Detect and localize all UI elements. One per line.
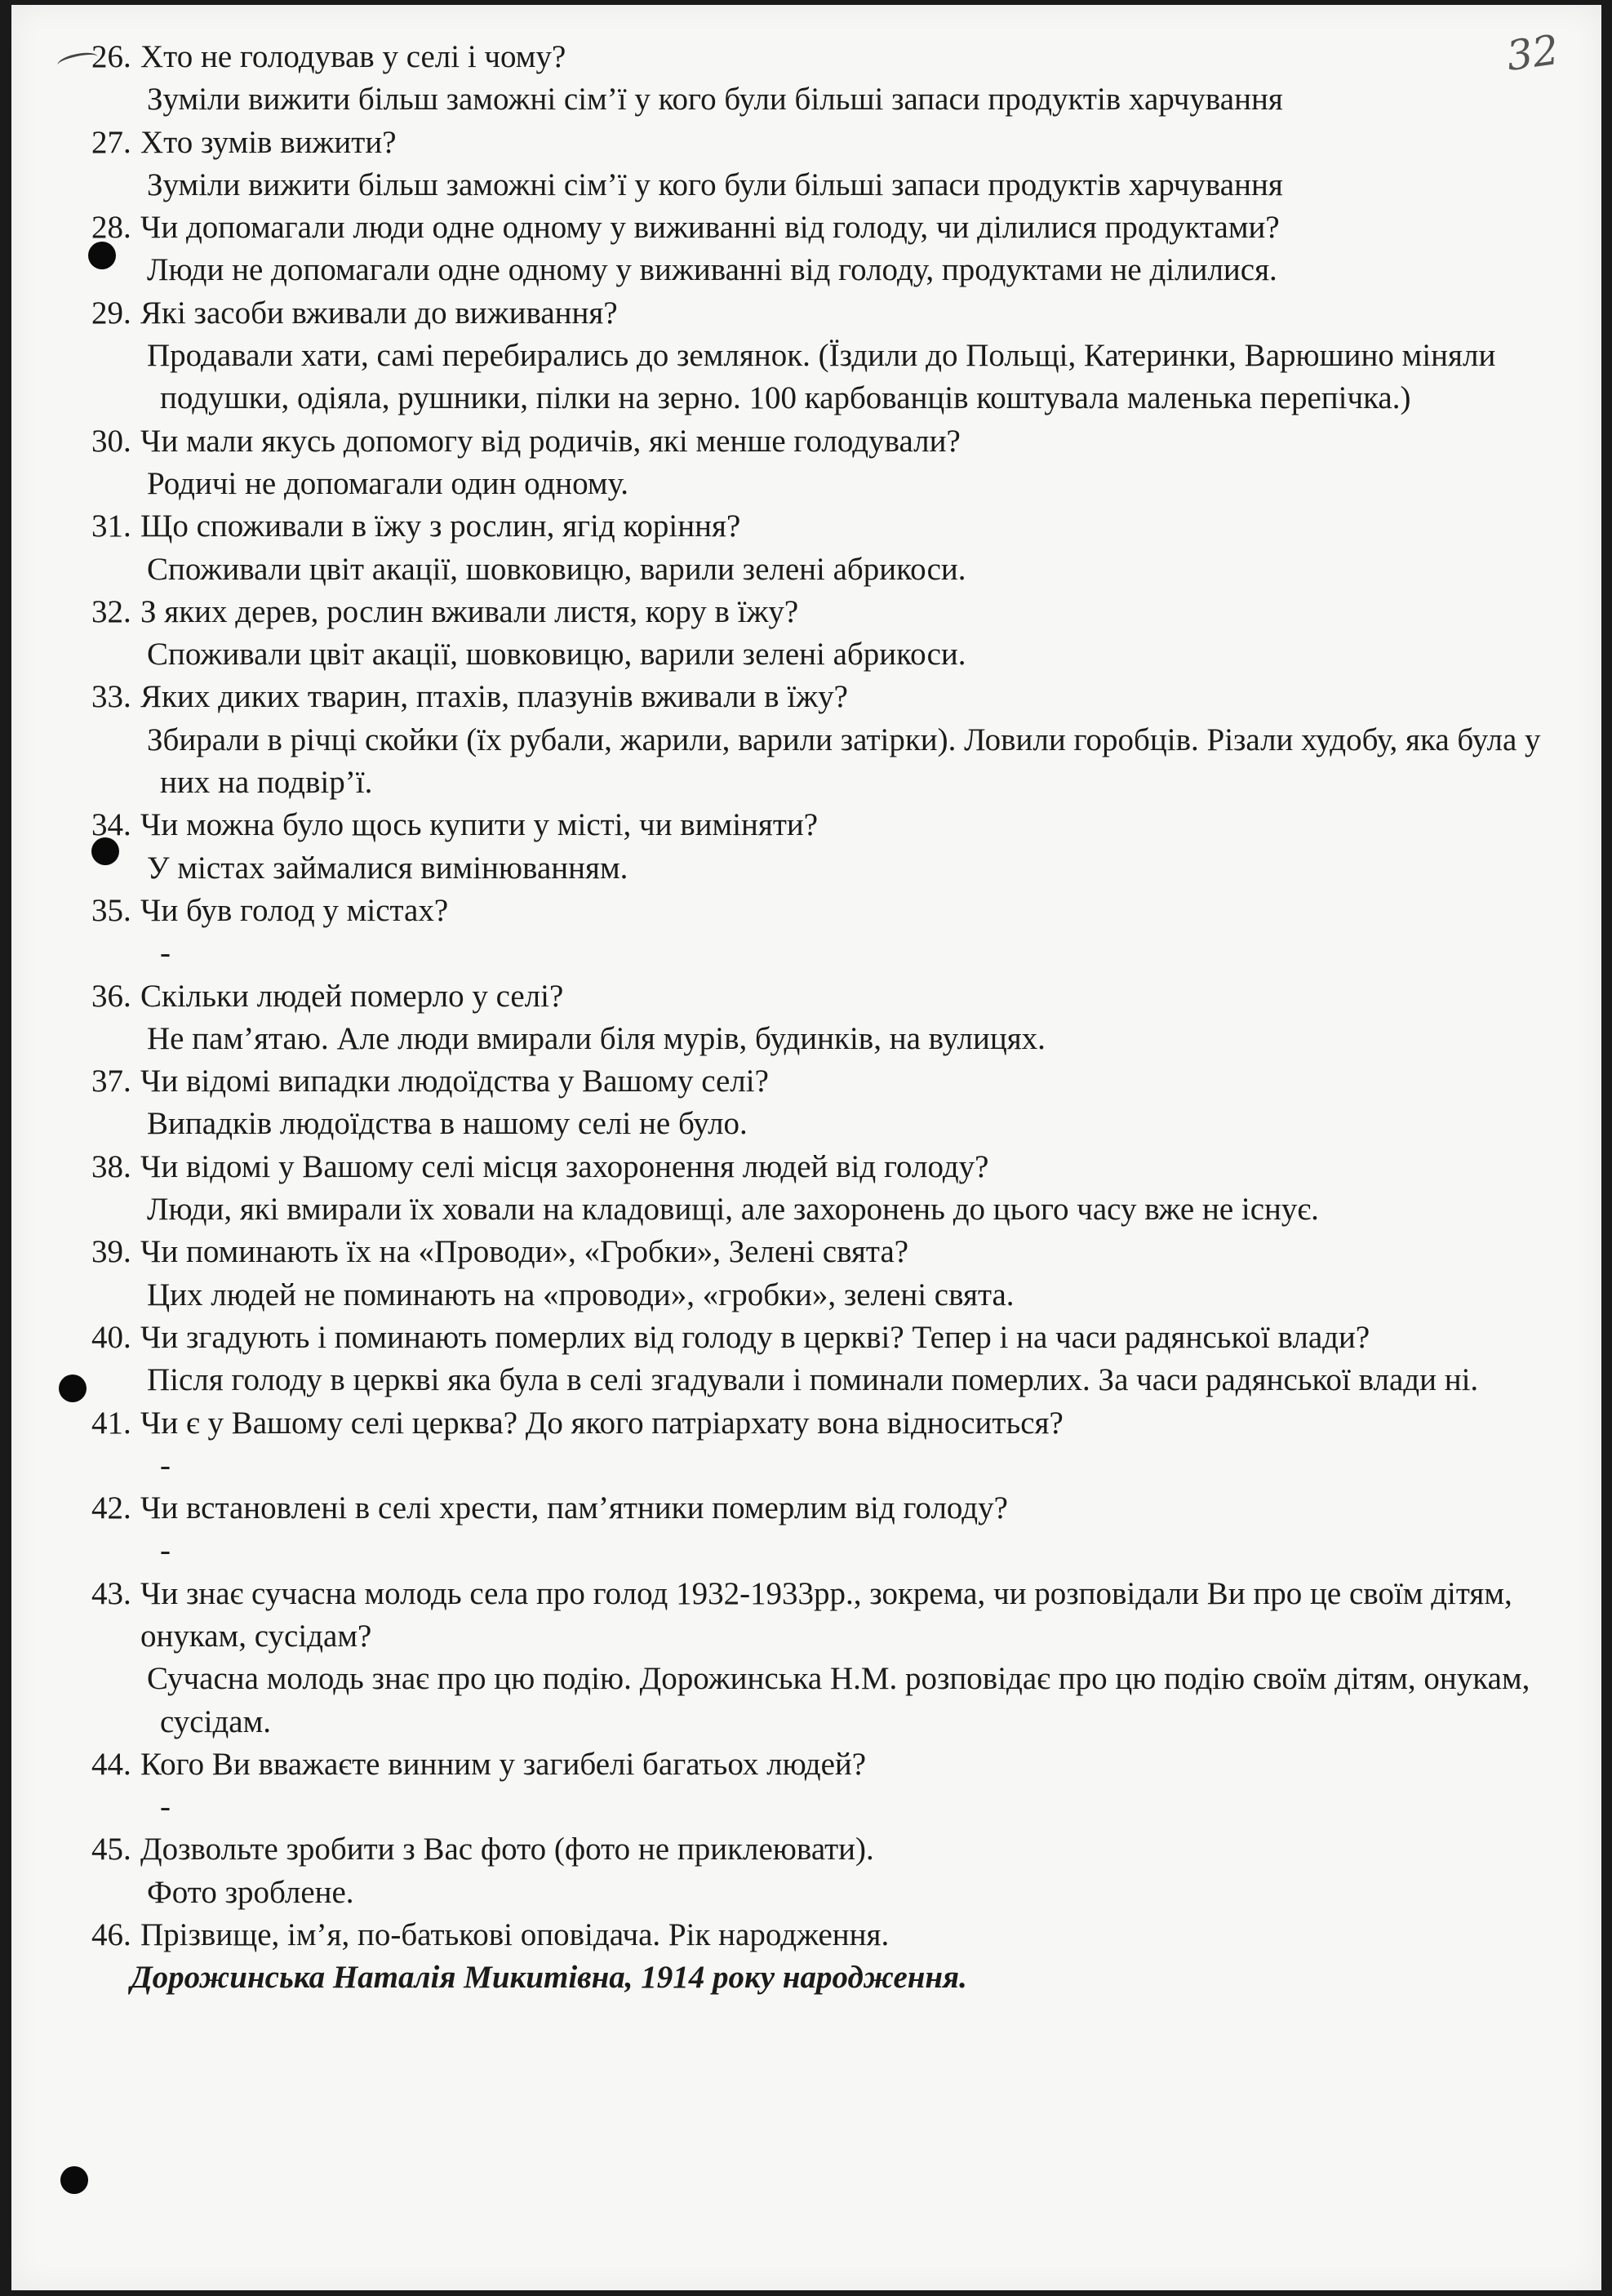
- answer-text: Люди, які вмирали їх ховали на кладовищі, але захоронень до цього часу вже не існує.: [147, 1192, 1319, 1228]
- question: [91, 1060, 1577, 1103]
- question-text: Скільки людей померло у селі?: [140, 978, 564, 1014]
- question-number: 35.: [91, 892, 131, 928]
- question-text: Чи мали якусь допомогу від родичів, які менше голодували?: [140, 423, 961, 459]
- question-number: 41.: [91, 1405, 131, 1441]
- question-number: 32.: [91, 593, 131, 629]
- question-text: Хто не голодував у селі і чому?: [140, 39, 566, 74]
- question-text: Що споживали в їжу з рослин, ягід коріння?: [140, 508, 741, 544]
- question-number: 44.: [91, 1746, 131, 1782]
- answer-text: Дорожинська Наталія Микитівна, 1914 року народження.: [131, 1960, 967, 1996]
- question: [91, 1743, 1577, 1786]
- question: [91, 420, 1577, 463]
- question-number: 31.: [91, 508, 131, 544]
- question-text: Дозвольте зробити з Вас фото (фото не приклеювати).: [140, 1832, 874, 1867]
- question-number: 26.: [91, 39, 131, 74]
- question-text: Чи знає сучасна молодь села про голод 1932-1933рр., зокрема, чи розповідали Ви про це своїм дітям, онукам, сусідам?: [140, 1575, 1512, 1654]
- question-text: Чи відомі випадки людоїдства у Вашому селі?: [140, 1064, 769, 1099]
- question-text: Чи відомі у Вашому селі місця захоронення людей від голоду?: [140, 1148, 989, 1184]
- answer-text: Не пам’ятаю. Але люди вмирали біля мурів, будинків, на вулицях.: [147, 1020, 1046, 1056]
- answer-text: Фото зроблене.: [147, 1874, 354, 1910]
- question-text: Чи згадують і поминають померлих від голоду в церкві? Тепер і на часи радянської влади?: [140, 1319, 1370, 1355]
- question-number: 40.: [91, 1319, 131, 1355]
- question: [91, 1573, 1577, 1659]
- answer-text: У містах займалися вимінюванням.: [147, 850, 628, 886]
- answer-text: Випадків людоїдства в нашому селі не було.: [147, 1106, 748, 1142]
- question: [91, 804, 1577, 846]
- question: [91, 975, 1577, 1018]
- question: [91, 1146, 1577, 1188]
- question: [91, 207, 1577, 249]
- question-text: Які засоби вживали до виживання?: [140, 295, 618, 331]
- answer-text: Споживали цвіт акації, шовковицю, варили зелені абрикоси.: [147, 637, 966, 673]
- question: [91, 122, 1577, 164]
- question-number: 45.: [91, 1832, 131, 1867]
- question: [91, 505, 1577, 548]
- answer-text: Зуміли вижити більш заможні сім’ї у кого були більші запаси продуктів харчування: [147, 82, 1283, 118]
- question-number: 43.: [91, 1575, 131, 1611]
- question-text: Чи встановлені в селі хрести, пам’ятники померлим від голоду?: [140, 1490, 1008, 1526]
- question-number: 33.: [91, 679, 131, 715]
- question-number: 30.: [91, 423, 131, 459]
- question-number: 46.: [91, 1917, 131, 1953]
- question-text: Кого Ви вважаєте винним у загибелі багатьох людей?: [140, 1746, 867, 1782]
- question-number: 42.: [91, 1490, 131, 1526]
- answer-text: Після голоду в церкві яка була в селі згадували і поминали померлих. За часи радянської влади ні.: [147, 1362, 1479, 1398]
- question-number: 29.: [91, 295, 131, 331]
- question: [91, 36, 1577, 78]
- question-number: 36.: [91, 978, 131, 1014]
- question: [91, 1914, 1577, 1956]
- document-page: [11, 5, 1601, 2290]
- question-text: З яких дерев, рослин вживали листя, кору в їжу?: [140, 593, 799, 629]
- question: [91, 1828, 1577, 1871]
- answer-text: Сучасна молодь знає про цю подію. Дорожинська Н.М. розповідає про цю подію своїм дітям, онукам, сусідам.: [147, 1661, 1530, 1739]
- questionnaire: [91, 36, 1577, 2000]
- question: [91, 676, 1577, 718]
- answer-text: Зуміли вижити більш заможні сім’ї у кого були більші запаси продуктів харчування: [147, 167, 1283, 202]
- punch-hole: [59, 1374, 87, 1402]
- answer-text: -: [160, 1533, 171, 1569]
- answer-text: Збирали в річці скойки (їх рубали, жарили, варили затірки). Ловили горобців. Різали худобу, яка була у них на подвір’ї.: [147, 722, 1541, 801]
- question: [91, 292, 1577, 335]
- answer-text: -: [160, 1789, 171, 1825]
- question-text: Хто зумів вижити?: [140, 124, 397, 160]
- question-number: 28.: [91, 210, 131, 246]
- question-text: Чи є у Вашому селі церква? До якого патріархату вона відноситься?: [140, 1405, 1064, 1441]
- question-number: 38.: [91, 1148, 131, 1184]
- question-text: Чи поминають їх на «Проводи», «Гробки», Зелені свята?: [140, 1234, 909, 1270]
- answer-text: Родичі не допомагали один одному.: [147, 465, 628, 501]
- punch-hole: [60, 2166, 88, 2194]
- question-number: 37.: [91, 1064, 131, 1099]
- question-number: 34.: [91, 807, 131, 843]
- question: [91, 591, 1577, 633]
- question-text: Чи був голод у містах?: [140, 892, 449, 928]
- question: [91, 1487, 1577, 1530]
- answer-text: Продавали хати, самі перебирались до землянок. (Їздили до Польщі, Катеринки, Варюшино міняли подушки, одіяла, рушники, пілки на зерно. 100 карбованців коштувала маленька перепічка.): [147, 338, 1496, 416]
- answer-text: -: [160, 935, 171, 971]
- question-text: Яких диких тварин, птахів, плазунів вживали в їжу?: [140, 679, 848, 715]
- question: [91, 890, 1577, 932]
- question-number: 39.: [91, 1234, 131, 1270]
- page-number: 32: [1503, 25, 1562, 81]
- question-number: 27.: [91, 124, 131, 160]
- question: [91, 1231, 1577, 1273]
- answer-text: Люди не допомагали одне одному у виживанні від голоду, продуктами не ділилися.: [147, 252, 1277, 288]
- question-text: Прізвище, ім’я, по-батькові оповідача. Рік народження.: [140, 1917, 890, 1953]
- answer-text: Цих людей не поминають на «проводи», «гробки», зелені свята.: [147, 1277, 1015, 1312]
- question-text: Чи допомагали люди одне одному у виживанні від голоду, чи ділилися продуктами?: [140, 210, 1280, 246]
- answer-text: -: [160, 1447, 171, 1483]
- question-text: Чи можна було щось купити у місті, чи виміняти?: [140, 807, 819, 843]
- answer-text: Споживали цвіт акації, шовковицю, варили зелені абрикоси.: [147, 551, 966, 587]
- question: [91, 1317, 1577, 1359]
- question: [91, 1402, 1577, 1445]
